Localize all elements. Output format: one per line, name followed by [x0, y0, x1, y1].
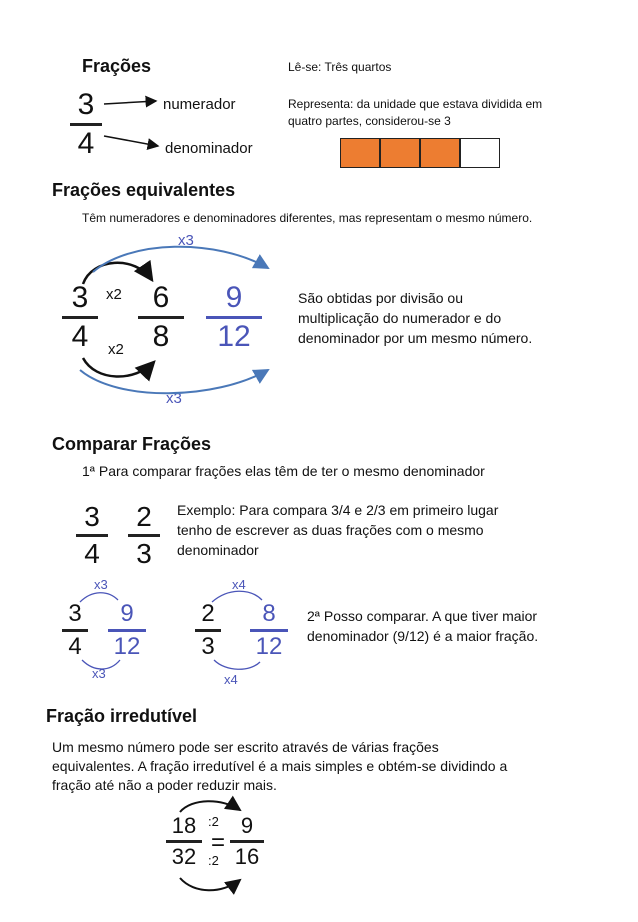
multiplier-x3-bottom: x3: [166, 390, 182, 407]
note-line-2: multiplicação do numerador e do: [298, 310, 502, 326]
multiplier-x3-top: x3: [178, 232, 194, 249]
numerator: 8: [262, 600, 276, 627]
section-title-equivalent: Frações equivalentes: [52, 180, 236, 200]
x3-bottom-arrow: [80, 370, 268, 393]
irreducible-line-1: Um mesmo número pode ser escrito através de várias frações: [52, 739, 439, 755]
numerator: 6: [152, 281, 170, 314]
multiplier-x2-bottom: x2: [108, 341, 124, 358]
irreducible-line-3: fração até não a poder reduzir mais.: [52, 777, 277, 793]
denominator: 3: [201, 633, 215, 660]
conv2-bottom-arc: [214, 660, 260, 669]
irreducible-line-2: equivalentes. A fração irredutível é a mais simples e obtém-se dividindo a: [52, 758, 508, 774]
denominator: 4: [84, 538, 100, 569]
divisor-bottom: :2: [208, 853, 219, 868]
numerator: 2: [136, 501, 152, 532]
numerator: 3: [68, 600, 82, 627]
conv2-top-arc: [212, 591, 262, 602]
divisor-top: :2: [208, 814, 219, 829]
denominator: 12: [217, 320, 251, 353]
represents-line-2: quatro partes, considerou-se 3: [288, 114, 451, 128]
rule2-line-1: 2ª Posso comparar. A que tiver maior: [307, 608, 538, 624]
section-title-compare: Comparar Frações: [52, 434, 212, 454]
conv1-multiplier-top: x3: [94, 577, 108, 592]
conv2-multiplier-bottom: x4: [224, 672, 238, 687]
conv1-bottom-arc: [82, 660, 120, 669]
equals-sign: =: [211, 829, 226, 856]
conv2-multiplier-top: x4: [232, 577, 246, 592]
x3-top-arrow: [93, 247, 268, 272]
x2-top-arrow: [83, 263, 152, 284]
represents-line-1: Representa: da unidade que estava dividida em: [288, 97, 543, 111]
denominator: 3: [136, 538, 152, 569]
numerator: 9: [120, 600, 134, 627]
x2-bottom-arrow: [83, 358, 154, 377]
numerator: 9: [225, 281, 243, 314]
denominator-pointer-arrow: [104, 136, 158, 146]
numerator-digit: 3: [77, 88, 95, 121]
denominator: 16: [234, 844, 260, 869]
divide-top-arrow: [180, 801, 240, 812]
denominator: 4: [68, 633, 82, 660]
note-line-1: São obtidas por divisão ou: [298, 290, 463, 306]
read-as-text: Lê-se: Três quartos: [288, 60, 392, 74]
denominator: 8: [152, 320, 170, 353]
numerator: 18: [171, 813, 197, 838]
divide-bottom-arrow: [180, 878, 240, 890]
denominator: 32: [171, 844, 197, 869]
denominator-digit: 4: [77, 127, 95, 160]
denominator: 4: [71, 320, 89, 353]
numerator: 3: [84, 501, 100, 532]
conv1-multiplier-bottom: x3: [92, 666, 106, 681]
section-title-fractions: Frações: [82, 56, 152, 76]
compare-rule-1: 1ª Para comparar frações elas têm de ter o mesmo denominador: [82, 463, 485, 479]
rule2-line-2: denominador (9/12) é a maior fração.: [307, 628, 539, 644]
example-line-3: denominador: [177, 542, 259, 558]
numerator-label: numerador: [163, 96, 236, 113]
denominator-label: denominador: [165, 140, 253, 157]
note-line-3: denominador por um mesmo número.: [298, 330, 533, 346]
example-line-2: tenho de escrever as duas frações com o mesmo: [177, 522, 484, 538]
numerator: 3: [71, 281, 89, 314]
equivalent-description: Têm numeradores e denominadores diferentes, mas representam o mesmo número.: [82, 211, 533, 225]
denominator: 12: [255, 633, 283, 660]
multiplier-x2-top: x2: [106, 286, 122, 303]
numerator: 2: [201, 600, 215, 627]
denominator: 12: [113, 633, 141, 660]
section-title-irreducible: Fração irredutível: [46, 706, 198, 726]
numerator-pointer-arrow: [104, 101, 156, 104]
example-line-1: Exemplo: Para compara 3/4 e 2/3 em primeiro lugar: [177, 502, 499, 518]
conv1-top-arc: [80, 593, 118, 602]
numerator: 9: [240, 813, 254, 838]
